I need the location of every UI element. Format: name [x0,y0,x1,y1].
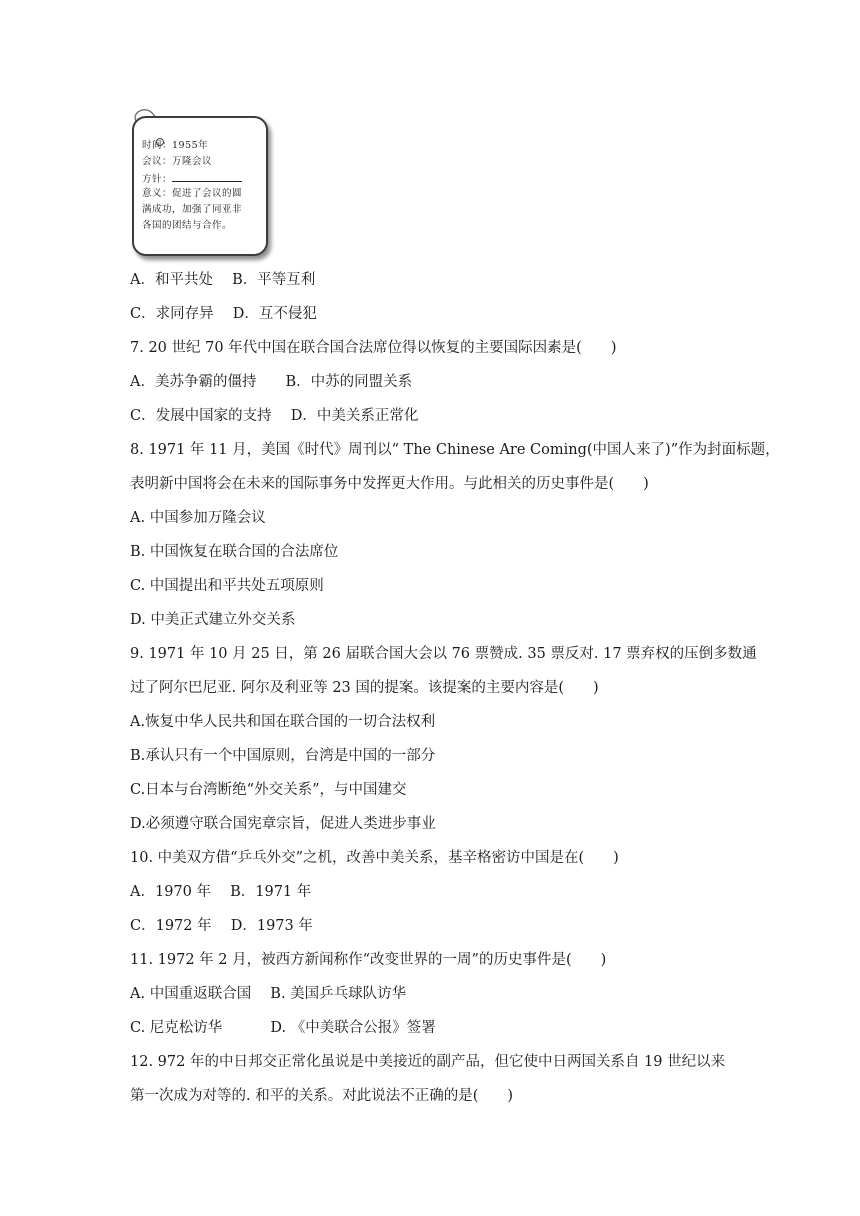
q8-stem-line2: 表明新中国将会在未来的国际事务中发挥更大作用。与此相关的历史事件是( ) [130,476,649,492]
q6-options-cd: C．求同存异 D．互不侵犯 [130,306,317,322]
q10-stem: 10. 中美双方借“乒乓外交”之机，改善中美关系，基辛格密访中国是在( ) [130,850,619,866]
card-policy-label: 方针： [142,174,173,185]
card-significance-2: 满成功，加强了同亚非 [142,204,243,215]
card-policy [142,172,242,186]
q9-option-a: A.恢复中华人民共和国在联合国的一切合法权利 [130,714,436,730]
q8-option-a: A. 中国参加万隆会议 [130,510,266,526]
q8-option-d: D. 中美正式建立外交关系 [130,612,296,628]
q10-options-ab: A．1970 年 B．1971 年 [130,884,312,900]
q9-option-c: C.日本与台湾断绝“外交关系”，与中国建交 [130,782,407,798]
info-card [132,116,268,256]
info-card-figure [128,104,270,258]
q8-option-b: B. 中国恢复在联合国的合法席位 [130,544,339,560]
q12-stem-line1: 12. 972 年的中日邦交正常化虽说是中美接近的副产品，但它使中日两国关系自 19 世纪以来 [130,1054,726,1070]
q11-stem: 11. 1972 年 2 月，被西方新闻称作“改变世界的一周”的历史事件是( ) [130,952,607,968]
q7-options-ab: A．美苏争霸的僵持 B．中苏的同盟关系 [130,374,413,390]
q12-stem-line2: 第一次成为对等的. 和平的关系。对此说法不正确的是( ) [130,1088,514,1104]
q8-option-c: C. 中国提出和平共处五项原则 [130,578,324,594]
q9-stem-line2: 过了阿尔巴尼亚. 阿尔及利亚等 23 国的提案。该提案的主要内容是( ) [130,680,599,696]
card-significance-1: 意义：促进了会议的圆 [142,188,243,199]
q8-stem-line1: 8. 1971 年 11 月，美国《时代》周刊以“ The Chinese Are Coming(中国人来了)”作为封面标题， [130,442,780,458]
card-meeting: 会议：万隆会议 [142,156,213,167]
q9-option-b: B.承认只有一个中国原则，台湾是中国的一部分 [130,748,436,764]
card-policy-blank [172,172,242,182]
q9-stem-line1: 9. 1971 年 10 月 25 日，第 26 届联合国大会以 76 票赞成. 35 票反对. 17 票弃权的压倒多数通 [130,646,757,662]
card-time: 时间：1955年 [142,140,209,151]
q11-options-ab: A. 中国重返联合国 B. 美国乒乓球队访华 [130,986,407,1002]
q10-options-cd: C．1972 年 D．1973 年 [130,918,313,934]
q11-options-cd: C. 尼克松访华 D. 《中美联合公报》签署 [130,1020,436,1036]
card-significance-3: 各国的团结与合作。 [142,220,233,231]
q7-stem: 7. 20 世纪 70 年代中国在联合国合法席位得以恢复的主要国际因素是( ) [130,340,617,356]
q6-options-ab: A．和平共处 B．平等互利 [130,272,316,288]
q9-option-d: D.必须遵守联合国宪章宗旨，促进人类进步事业 [130,816,436,832]
q7-options-cd: C．发展中国家的支持 D．中美关系正常化 [130,408,419,424]
